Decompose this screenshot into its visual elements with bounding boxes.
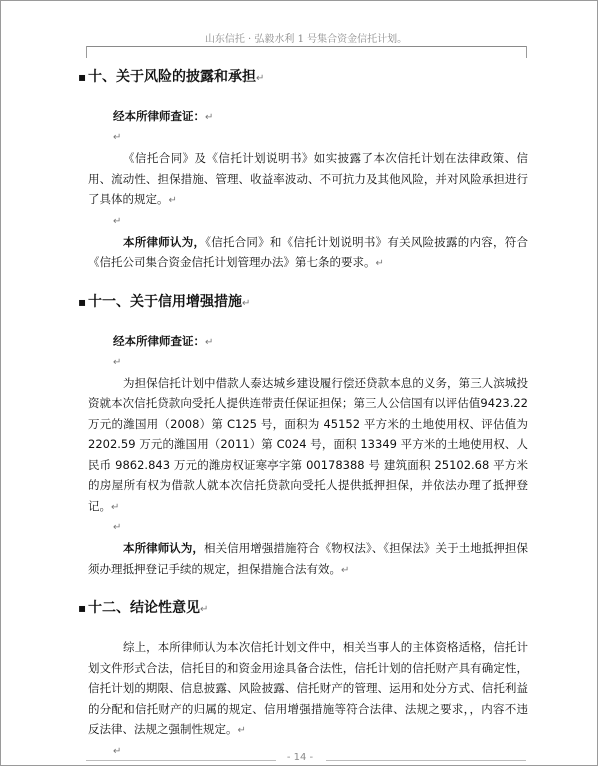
return-mark-icon: ↵ — [341, 564, 350, 576]
return-mark-icon: ↵ — [237, 725, 246, 736]
conclusion-text: 相关信用增强措施符合《物权法》、《担保法》关于土地抵押担保须办理抵押登记手续的规定，担保措施合法有效。 — [88, 541, 528, 576]
paragraph-text: 为担保信托计划中借款人泰达城乡建设履行偿还贷款本息的义务，第三人滨城投资就本次信托贷款向受托人提供连带责任保证担保；第三人公信国有以评估值9423.22 万元的潍国用（2008）第 C125 号，面积为 45152 平方米的土地使用权、评估值为 2202.59 万元的潍国用（2011）第 C024 号，面积 13349 平方米的土地使用权、人民币 9862.843 万元的潍房权证寒亭字第 00178388 号 建筑面积 25102.68 平方米的房屋所有权为借款人就本次信托贷款向受托人提供抵押担保，并依法办理了抵押登记。 — [88, 375, 528, 513]
return-mark-icon: ↵ — [113, 522, 122, 533]
blank-line — [78, 212, 528, 232]
section-heading-text: 十、关于风险的披露和承担 — [88, 69, 256, 85]
paragraph-text: 《信托合同》及《信托计划说明书》如实披露了本次信托计划在法律政策、信用、流动性、担保措施、管理、收益率波动、不可抗力及其他风险，并对风险承担进行了具体的规定。 — [88, 151, 528, 206]
paragraph-text: 综上，本所律师认为本次信托计划文件中，相关当事人的主体资格适格，信托计划文件形式合法，信托目的和资金用途具备合法性，信托计划的信托财产具有确定性，信托计划的期限、信息披露、风险披露、信托财产的管理、运用和处分方式、信托利益的分配和信托财产的归属的规定、信用增强措施等符合法律、法规之要求，，内容不违反法律、法规之强制性规定。 — [88, 640, 528, 736]
conclusion-text: 《信托合同》和《信托计划说明书》有关风险披露的内容，符合《信托公司集合资金信托计划管理办法》第七条的要求。 — [88, 234, 529, 269]
margin-corner-right — [526, 46, 539, 58]
bullet-icon: ▪ — [78, 601, 87, 615]
conclusion-paragraph — [78, 538, 528, 581]
margin-corner-left — [74, 46, 87, 58]
return-mark-icon: ↵ — [111, 501, 120, 513]
return-mark-icon: ↵ — [113, 745, 122, 757]
paragraph — [78, 148, 528, 212]
blank-line — [78, 518, 528, 538]
conclusion-bold: 本所律师认为， — [123, 234, 206, 249]
page-number: - 14 - — [286, 752, 314, 763]
return-mark-icon: ↵ — [200, 604, 209, 615]
header-rule — [86, 46, 526, 47]
return-mark-icon: ↵ — [205, 336, 214, 348]
paragraph — [78, 637, 528, 742]
return-mark-icon: ↵ — [113, 132, 122, 143]
return-mark-icon: ↵ — [113, 356, 122, 368]
return-mark-icon: ↵ — [242, 297, 251, 309]
blank-line — [78, 128, 528, 148]
section-heading-text: 十一、关于信用增强措施 — [88, 293, 242, 310]
running-header: 山东信托 · 弘毅水利 1 号集合资金信托计划。 — [204, 34, 408, 45]
return-mark-icon: ↵ — [205, 112, 214, 123]
return-mark-icon: ↵ — [168, 195, 177, 206]
section-heading-11 — [78, 291, 528, 313]
section-heading-10 — [78, 66, 528, 88]
return-mark-icon: ↵ — [375, 258, 384, 269]
lead-text: 经本所律师查证： — [113, 109, 205, 123]
paragraph — [78, 373, 528, 519]
lead-line — [78, 106, 528, 128]
conclusion-paragraph — [78, 232, 528, 275]
return-mark-icon: ↵ — [113, 215, 122, 227]
bullet-icon: ▪ — [78, 70, 87, 84]
footer-rule-right — [326, 760, 526, 761]
section-heading-text: 十二、结论性意见 — [88, 600, 200, 616]
bullet-icon: ▪ — [78, 294, 87, 309]
conclusion-bold: 本所律师认为， — [123, 541, 204, 555]
lead-text: 经本所律师查证： — [113, 333, 205, 348]
blank-line — [78, 353, 528, 373]
document-body — [78, 66, 528, 762]
section-heading-12 — [78, 597, 528, 619]
lead-line — [78, 331, 528, 353]
return-mark-icon: ↵ — [256, 73, 265, 84]
